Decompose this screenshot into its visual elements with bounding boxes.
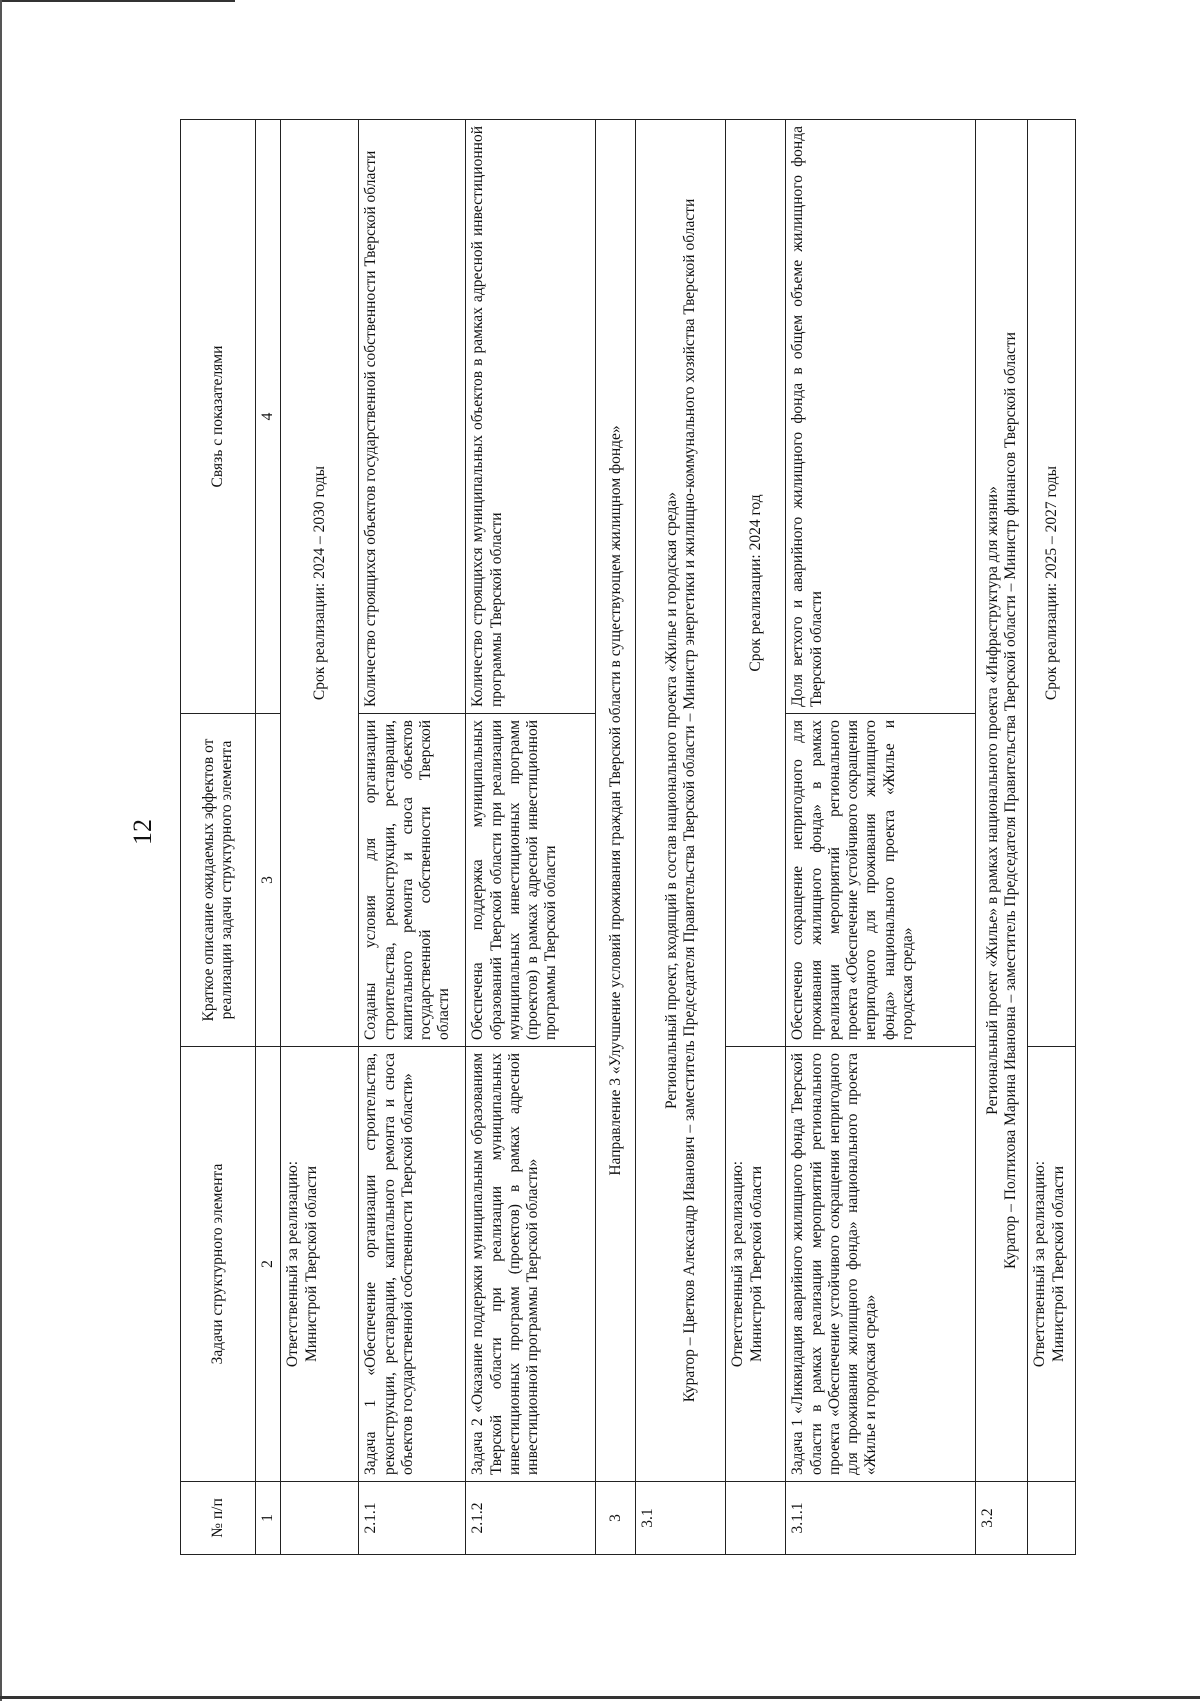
table-row [281, 120, 359, 1555]
responsible-label: Ответственный за реализацию: [729, 1160, 747, 1368]
table-row [726, 120, 786, 1555]
table-row [976, 120, 1028, 1555]
task-cell: Задача 1 «Обеспечение организации строительства, реконструкции, реставрации, капитального ремонта и сноса объектов государственной собственности Тверской области» [359, 1047, 466, 1482]
period-cell: Срок реализации: 2024 – 2030 годы [281, 120, 359, 1047]
indicator-cell: Количество строящихся объектов государственной собственности Тверской области [359, 120, 466, 714]
responsible-ministry: Министрой Тверской области [747, 1165, 765, 1363]
row-number: 3 [596, 1482, 636, 1555]
header-number: № п/п [181, 1482, 256, 1555]
scan-edge-top [0, 0, 235, 2]
rotated-table-container [180, 120, 1070, 1555]
column-number-1: 1 [256, 1482, 281, 1555]
responsible-ministry: Министрой Тверской области [1049, 1165, 1067, 1363]
responsible-ministry: Министрой Тверской области [302, 1165, 320, 1363]
column-numbers-row [256, 120, 281, 1555]
indicator-cell: Количество строящихся муниципальных объектов в рамках адресной инвестиционной программы Тверской области [466, 120, 596, 714]
row-number: 3.1 [636, 1482, 726, 1555]
header-effects: Краткое описание ожидаемых эффектов от реализации задачи структурного элемента [181, 714, 256, 1047]
effect-cell: Обеспечено сокращение непригодного для проживания жилищного фонда» в рамках реализации мероприятий регионального проекта «Обеспечение устойчивого сокращения непригодного для проживания жилищного фонда» национального проекта «Жилье и городская среда» [786, 714, 976, 1047]
table-row [359, 120, 466, 1555]
project-curator: Куратор – Цветков Александр Иванович – заместитель Председателя Правительства Тверской области – Министр энергетики и жилищно-коммунального хозяйства Тверской области [680, 198, 698, 1403]
project-cell [976, 120, 1028, 1482]
column-number-3: 3 [256, 714, 281, 1047]
task-cell: Задача 2 «Оказание поддержки муниципальным образованиям Тверской области при реализации муниципальных инвестиционных программ (проектов) в рамках адресной инвестиционной программы Тверской области» [466, 1047, 596, 1482]
responsible-cell [726, 1047, 786, 1482]
table-row [1028, 120, 1076, 1555]
page-number: 12 [128, 819, 157, 845]
period-cell: Срок реализации: 2025 – 2027 годы [1028, 120, 1076, 1047]
header-indicators: Связь с показателями [181, 120, 256, 714]
row-number: 3.2 [976, 1482, 1028, 1555]
indicator-cell: Доля ветхого и аварийного жилищного фонда в общем объеме жилищного фонда Тверской области [786, 120, 976, 714]
project-title: Региональный проект, входящий в состав национального проекта «Жилье и городская среда» [662, 492, 680, 1109]
task-cell: Задача 1 «Ликвидация аварийного жилищного фонда Тверской области в рамках реализации мероприятий регионального проекта «Обеспечение устойчивого сокращения непригодного для проживания жилищного фонда» национального проекта «Жилье и городская среда» [786, 1047, 976, 1482]
structural-element-tasks-table [180, 119, 1076, 1555]
row-number: 2.1.2 [466, 1482, 596, 1555]
responsible-label: Ответственный за реализацию: [284, 1160, 302, 1368]
row-number: 3.1.1 [786, 1482, 976, 1555]
row-number: 2.1.1 [359, 1482, 466, 1555]
project-curator: Куратор – Полтихова Марина Ивановна – заместитель Председателя Правительства Тверской области – Министр финансов Тверской области [1001, 332, 1019, 1269]
responsible-label: Ответственный за реализацию: [1031, 1160, 1049, 1368]
direction-cell: Направление 3 «Улучшение условий проживания граждан Тверской области в существующем жилищном фонде» [596, 120, 636, 1482]
table-row [636, 120, 726, 1555]
table-row [596, 120, 636, 1555]
header-tasks: Задачи структурного элемента [181, 1047, 256, 1482]
scan-edge-left [0, 0, 2, 1701]
effect-cell: Обеспечена поддержка муниципальных образований Тверской области при реализации муниципальных инвестиционных программ (проектов) в рамках адресной инвестиционной программы Тверской области [466, 714, 596, 1047]
period-cell: Срок реализации: 2024 год [726, 120, 786, 1047]
project-cell [636, 120, 726, 1482]
responsible-cell [281, 1047, 359, 1482]
column-number-4: 4 [256, 120, 281, 714]
project-title: Региональный проект «Жилье» в рамках национального проекта «Инфраструктура для жизни» [983, 486, 1001, 1115]
table-row [786, 120, 976, 1555]
table-row [466, 120, 596, 1555]
scan-edge-bottom [0, 1696, 1200, 1699]
responsible-cell [1028, 1047, 1076, 1482]
column-number-2: 2 [256, 1047, 281, 1482]
header-row [181, 120, 256, 1555]
effect-cell: Созданы условия для организации строительства, реконструкции, реставрации, капитального ремонта и сноса объектов государственной собственности Тверской области [359, 714, 466, 1047]
